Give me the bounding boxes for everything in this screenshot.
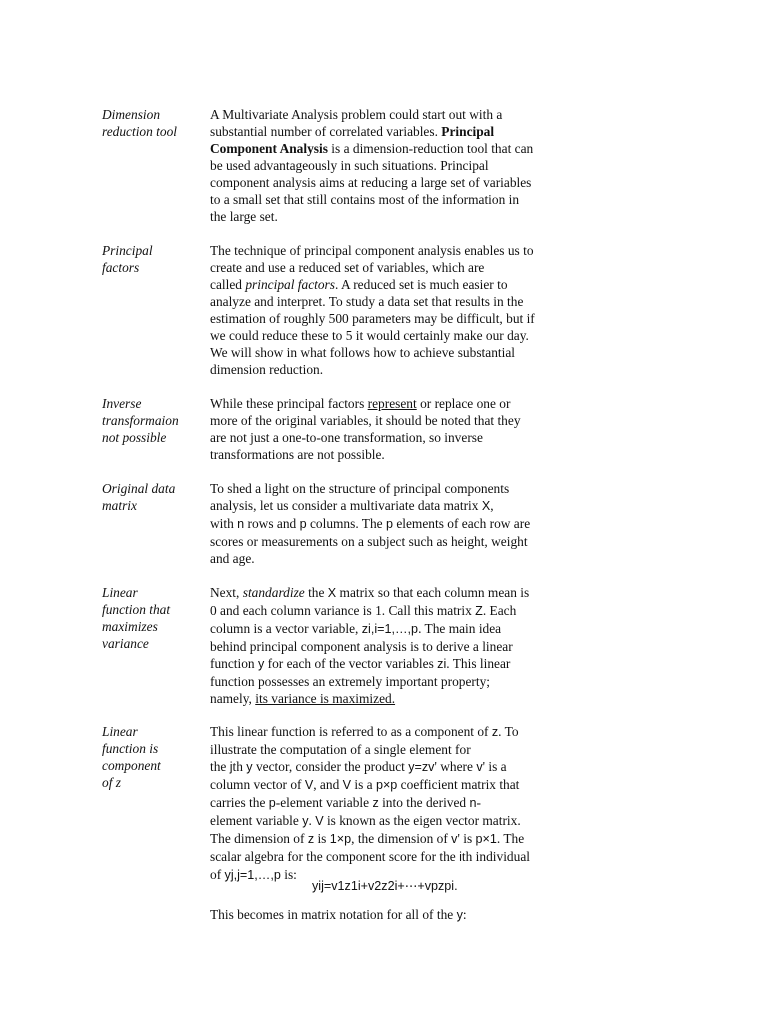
- section-body: [210, 242, 602, 378]
- section-label: Linear function that maximizes variance: [102, 585, 171, 651]
- body-line: dimension reduction.: [210, 362, 324, 377]
- body-line: and age.: [210, 551, 255, 566]
- body-line: the large set.: [210, 209, 278, 224]
- body-line: estimation of roughly 500 parameters may be difficult, but if: [210, 311, 535, 326]
- body-line: carries the p-element variable z into the derived n-: [210, 795, 481, 810]
- body-line: column is a vector variable, zi,i=1,…,p. The main idea: [210, 621, 502, 636]
- body-line: be used advantageously in such situations. Principal: [210, 158, 489, 173]
- body-line: element variable y. V is known as the eigen vector matrix.: [210, 813, 521, 828]
- body-line: Next, standardize the X matrix so that each column mean is: [210, 585, 530, 600]
- body-line: to a small set that still contains most of the information in: [210, 192, 520, 207]
- body-line: namely, its variance is maximized.: [210, 691, 396, 706]
- body-line: analysis, let us consider a multivariate data matrix X,: [210, 498, 494, 513]
- section-label: Dimension reduction tool: [102, 107, 178, 139]
- body-line: This linear function is referred to as a component of z. To: [210, 724, 519, 739]
- body-line: illustrate the computation of a single element for: [210, 742, 471, 757]
- section-body: [210, 395, 602, 463]
- body-line: We will show in what follows how to achieve substantial: [210, 345, 515, 360]
- section-label: Original data matrix: [102, 481, 176, 513]
- body-line: To shed a light on the structure of principal components: [210, 481, 510, 496]
- section-label: Linear function is component of z: [102, 724, 161, 790]
- body-line: analyze and interpret. To study a data set that results in the: [210, 294, 524, 309]
- body-line: While these principal factors represent or replace one or: [210, 396, 511, 411]
- body-line: scores or measurements on a subject such as height, weight: [210, 534, 528, 549]
- body-line: scalar algebra for the component score for the ith individual: [210, 849, 530, 864]
- section-label: Inverse transformaion not possible: [102, 396, 179, 445]
- body-line: function y for each of the vector variables zi. This linear: [210, 656, 511, 671]
- closing-line: This becomes in matrix notation for all of the y:: [210, 907, 467, 922]
- body-line: the jth y vector, consider the product y=zv' where v' is a: [210, 759, 507, 774]
- body-line: of yj,j=1,…,p is:: [210, 867, 297, 882]
- body-line: create and use a reduced set of variables, which are: [210, 260, 485, 275]
- section-label: Principal factors: [102, 243, 153, 275]
- body-line: component analysis aims at reducing a large set of variables: [210, 175, 532, 190]
- body-line: The technique of principal component analysis enables us to: [210, 243, 534, 258]
- body-line: we could reduce these to 5 it would certainly make our day.: [210, 328, 529, 343]
- body-line: are not just a one-to-one transformation, so inverse: [210, 430, 483, 445]
- component-score-formula: yij=v1z1i+v2z2i+⋯+vpzpi.: [312, 879, 458, 893]
- body-line: The dimension of z is 1×p, the dimension of v' is p×1. The: [210, 831, 525, 846]
- body-line: function possesses an extremely important property;: [210, 674, 491, 689]
- body-line: with n rows and p columns. The p elements of each row are: [210, 516, 531, 531]
- section-body: [210, 106, 602, 225]
- body-line: substantial number of correlated variables. Principal: [210, 124, 495, 139]
- section-body: [210, 723, 602, 884]
- body-line: A Multivariate Analysis problem could start out with a: [210, 107, 503, 122]
- section-body: [210, 480, 602, 567]
- body-line: transformations are not possible.: [210, 447, 385, 462]
- body-line: Component Analysis is a dimension-reduction tool that can: [210, 141, 534, 156]
- body-line: more of the original variables, it should be noted that they: [210, 413, 521, 428]
- body-line: called principal factors. A reduced set is much easier to: [210, 277, 508, 292]
- body-line: column vector of V, and V is a p×p coefficient matrix that: [210, 777, 520, 792]
- body-line: behind principal component analysis is to derive a linear: [210, 639, 513, 654]
- section-body: [210, 584, 602, 707]
- body-line: 0 and each column variance is 1. Call this matrix Z. Each: [210, 603, 517, 618]
